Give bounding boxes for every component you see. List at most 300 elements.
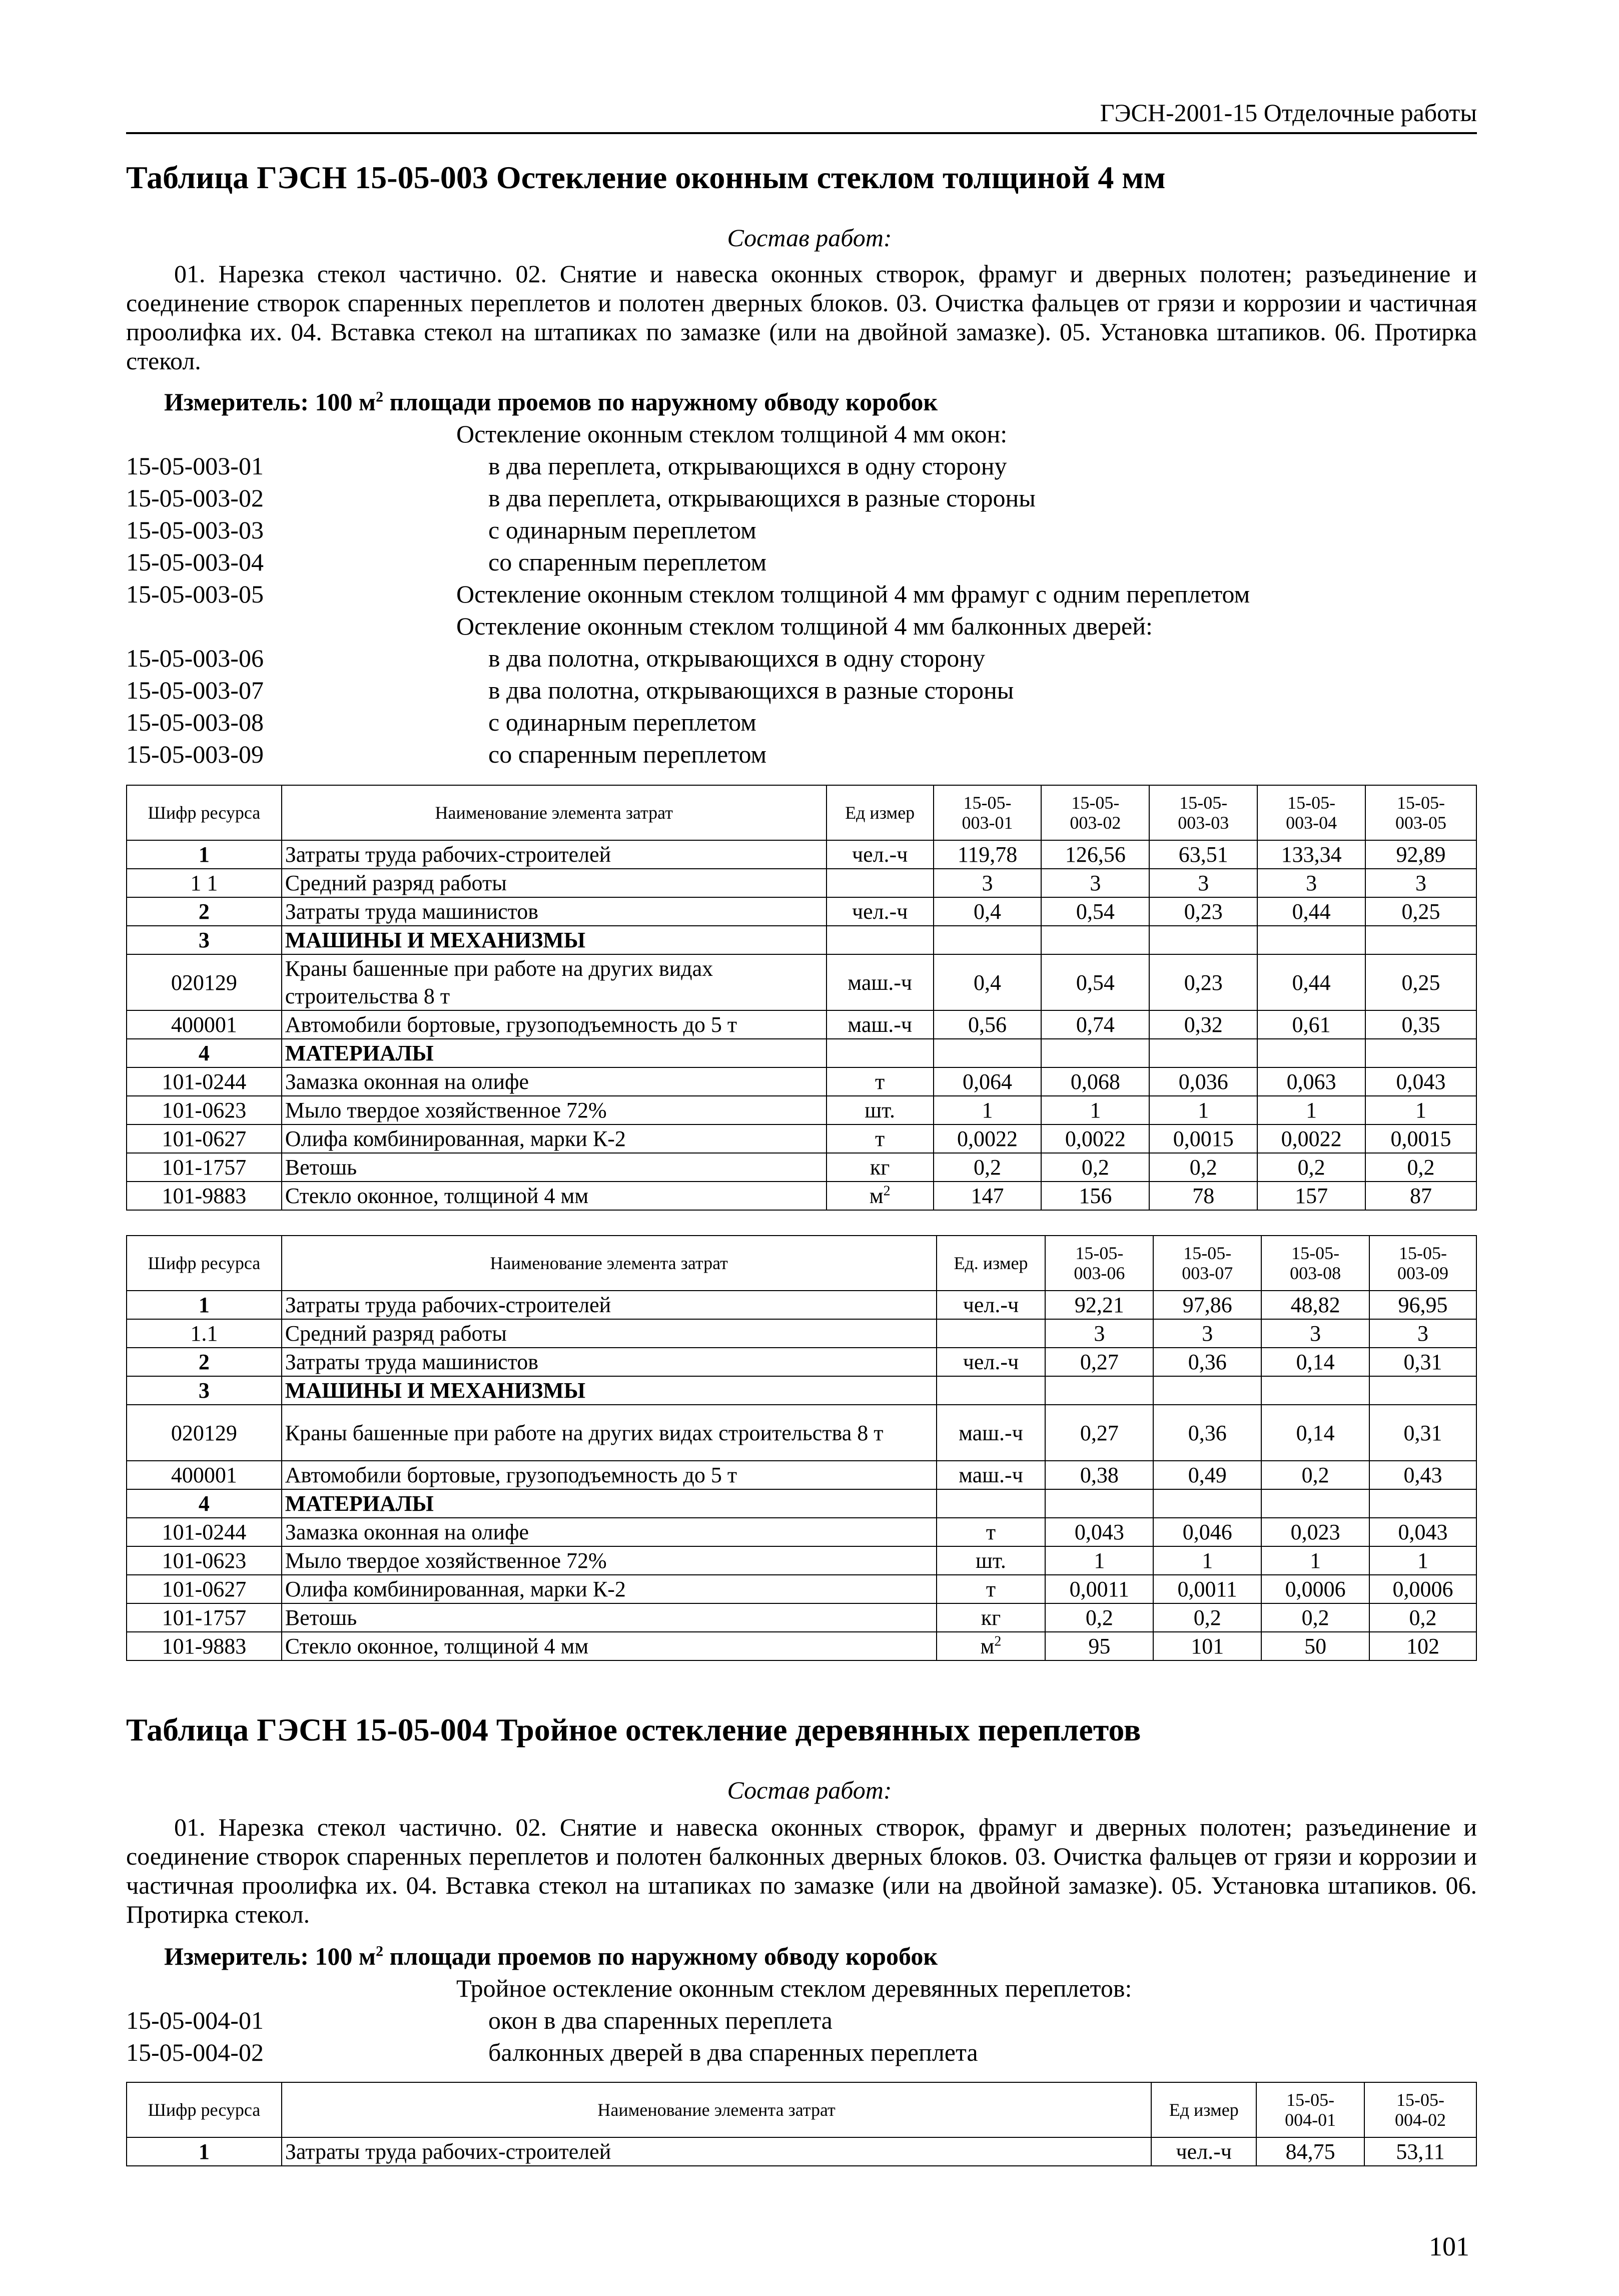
- cost-element-name: Ветошь: [282, 1603, 937, 1632]
- value-cell: 0,046: [1153, 1518, 1261, 1546]
- table-row: [127, 1632, 1476, 1660]
- resource-code: 15-05-003-06: [126, 644, 264, 672]
- code-description: в два переплета, открывающихся в разные стороны: [488, 484, 1036, 512]
- value-cell: 119,78: [934, 840, 1042, 869]
- resource-code-cell: 101-0627: [127, 1124, 282, 1153]
- unit-text: м: [869, 1184, 884, 1208]
- unit-text: кг: [981, 1605, 1001, 1630]
- resource-code: 15-05-003-08: [126, 708, 264, 736]
- value-cell: [934, 1039, 1042, 1067]
- cost-element-name: Олифа комбинированная, марки К-2: [282, 1575, 937, 1603]
- value-cell: [1041, 1039, 1149, 1067]
- value-cell: 0,25: [1365, 954, 1476, 1010]
- table-row: [127, 1461, 1476, 1489]
- column-header: 15-05- 003-07: [1153, 1236, 1261, 1291]
- unit-text: маш.-ч: [959, 1463, 1023, 1487]
- value-cell: 0,61: [1257, 1010, 1365, 1039]
- table-row: [127, 897, 1476, 926]
- value-cell: 84,75: [1256, 2137, 1364, 2166]
- table-row: [127, 1067, 1476, 1096]
- table-header-row: [127, 1236, 1476, 1291]
- value-cell: 102: [1369, 1632, 1476, 1660]
- cost-element-name: Затраты труда машинистов: [282, 897, 827, 926]
- unit-text: маш.-ч: [959, 1420, 1023, 1445]
- unit-text: чел.-ч: [963, 1293, 1019, 1317]
- column-header: Шифр ресурса: [127, 2082, 282, 2137]
- value-cell: 0,31: [1369, 1348, 1476, 1376]
- value-cell: 0,2: [934, 1153, 1042, 1182]
- value-cell: 0,0015: [1149, 1124, 1257, 1153]
- resource-code: 15-05-003-02: [126, 484, 264, 512]
- column-header: 15-05- 004-01: [1256, 2082, 1364, 2137]
- value-cell: 0,0022: [1041, 1124, 1149, 1153]
- value-cell: [1365, 926, 1476, 954]
- resource-code-cell: 2: [127, 897, 282, 926]
- value-cell: 0,0015: [1365, 1124, 1476, 1153]
- value-cell: 0,2: [1149, 1153, 1257, 1182]
- table-row: [127, 1575, 1476, 1603]
- code-list-2: [126, 1974, 1477, 2070]
- unit-cell: [937, 1518, 1046, 1546]
- value-cell: 50: [1261, 1632, 1369, 1660]
- table-header-row: [127, 785, 1476, 840]
- value-cell: 1: [1365, 1096, 1476, 1124]
- code-row: [126, 2006, 1477, 2038]
- value-cell: 3: [1149, 869, 1257, 897]
- measure-text: 100 $м^2$ площади проемов по наружному обводу коробок: [315, 388, 938, 416]
- code-row: [126, 419, 1477, 451]
- value-cell: 0,2: [1369, 1603, 1476, 1632]
- value-cell: 147: [934, 1182, 1042, 1210]
- code-description: Остекление оконным стеклом толщиной 4 мм фрамуг с одним переплетом: [456, 580, 1250, 608]
- code-row: [126, 580, 1477, 612]
- measure-label-2: Измеритель:: [164, 1942, 309, 1970]
- value-cell: 0,036: [1149, 1067, 1257, 1096]
- value-cell: [1041, 926, 1149, 954]
- value-cell: 0,14: [1261, 1348, 1369, 1376]
- table-row: [127, 1124, 1476, 1153]
- page-number: 101: [1429, 2231, 1469, 2261]
- resource-code-cell: 101-0623: [127, 1096, 282, 1124]
- resource-code-cell: 1.1: [127, 1319, 282, 1348]
- value-cell: [1365, 1039, 1476, 1067]
- value-cell: 1: [1369, 1546, 1476, 1575]
- unit-text: т: [875, 1126, 885, 1151]
- cost-element-name: Олифа комбинированная, марки К-2: [282, 1124, 827, 1153]
- code-row: [126, 2038, 1477, 2070]
- value-cell: [1149, 926, 1257, 954]
- value-cell: 0,54: [1041, 897, 1149, 926]
- value-cell: 0,25: [1365, 897, 1476, 926]
- value-cell: 0,064: [934, 1067, 1042, 1096]
- value-cell: 78: [1149, 1182, 1257, 1210]
- value-cell: 63,51: [1149, 840, 1257, 869]
- work-description: 01. Нарезка стекол частично. 02. Снятие и навеска оконных створок, фрамуг и дверных полотен; разъединение и соединение створок спаренных переплетов и полотен дверных блоков. 03. Очистка фальцев от грязи и коррозии и частичная проолифка их. 04. Вставка стекол на штапиках по замазке (или на двойной замазке). 05. Установка штапиков. 06. Протирка стекол.: [126, 260, 1477, 375]
- value-cell: 3: [1153, 1319, 1261, 1348]
- cost-element-name: Средний разряд работы: [282, 1319, 937, 1348]
- table-row: [127, 2137, 1476, 2166]
- value-cell: 0,38: [1045, 1461, 1153, 1489]
- cost-element-name: МАШИНЫ И МЕХАНИЗМЫ: [282, 926, 827, 954]
- table-row: [127, 1291, 1476, 1319]
- code-list: [126, 419, 1477, 772]
- cost-element-name: Затраты труда рабочих-строителей: [282, 840, 827, 869]
- code-description: в два переплета, открывающихся в одну сторону: [488, 452, 1007, 480]
- unit-cell: [937, 1348, 1046, 1376]
- table-row: [127, 1182, 1476, 1210]
- value-cell: 0,068: [1041, 1067, 1149, 1096]
- value-cell: 0,2: [1261, 1603, 1369, 1632]
- value-cell: [1153, 1376, 1261, 1405]
- cost-element-name: Мыло твердое хозяйственное 72%: [282, 1096, 827, 1124]
- unit-cell: [937, 1632, 1046, 1660]
- unit-text: чел.-ч: [1176, 2139, 1232, 2164]
- value-cell: 3: [934, 869, 1042, 897]
- code-description: с одинарным переплетом: [488, 708, 756, 736]
- resource-code-cell: 3: [127, 1376, 282, 1405]
- code-row: [126, 1974, 1477, 2006]
- unit-cell: [937, 1319, 1046, 1348]
- value-cell: 0,2: [1041, 1153, 1149, 1182]
- value-cell: [1369, 1376, 1476, 1405]
- cost-element-name: Замазка оконная на олифе: [282, 1067, 827, 1096]
- unit-cell: [827, 840, 934, 869]
- resource-code: 15-05-003-09: [126, 740, 264, 768]
- value-cell: 95: [1045, 1632, 1153, 1660]
- value-cell: [1045, 1376, 1153, 1405]
- value-cell: 0,0006: [1261, 1575, 1369, 1603]
- code-row: [126, 451, 1477, 483]
- value-cell: 92,89: [1365, 840, 1476, 869]
- value-cell: 0,23: [1149, 897, 1257, 926]
- value-cell: 1: [1153, 1546, 1261, 1575]
- column-header: 15-05- 003-09: [1369, 1236, 1476, 1291]
- resource-table-a: [126, 785, 1477, 1211]
- value-cell: [1257, 926, 1365, 954]
- table-row: [127, 1546, 1476, 1575]
- value-cell: 0,0022: [934, 1124, 1042, 1153]
- value-cell: 0,32: [1149, 1010, 1257, 1039]
- value-cell: 1: [1149, 1096, 1257, 1124]
- value-cell: 0,4: [934, 897, 1042, 926]
- code-row: [126, 515, 1477, 547]
- value-cell: 1: [1261, 1546, 1369, 1575]
- value-cell: 0,043: [1369, 1518, 1476, 1546]
- column-header: 15-05- 003-08: [1261, 1236, 1369, 1291]
- value-cell: [1261, 1489, 1369, 1518]
- code-description: Остекление оконным стеклом толщиной 4 мм окон:: [456, 420, 1008, 448]
- column-header: Ед измер: [1151, 2082, 1256, 2137]
- cost-element-name: Замазка оконная на олифе: [282, 1518, 937, 1546]
- value-cell: 0,74: [1041, 1010, 1149, 1039]
- code-description: Остекление оконным стеклом толщиной 4 мм балконных дверей:: [456, 612, 1153, 640]
- resource-code-cell: 4: [127, 1039, 282, 1067]
- unit-cell: [1151, 2137, 1256, 2166]
- table-row: [127, 1518, 1476, 1546]
- table-row: [127, 1153, 1476, 1182]
- value-cell: 0,2: [1045, 1603, 1153, 1632]
- column-header: 15-05- 003-01: [934, 785, 1042, 840]
- value-cell: 0,0006: [1369, 1575, 1476, 1603]
- table-row: [127, 1603, 1476, 1632]
- table-row: [127, 926, 1476, 954]
- value-cell: 126,56: [1041, 840, 1149, 869]
- code-description: в два полотна, открывающихся в разные стороны: [488, 676, 1014, 704]
- code-description: со спаренным переплетом: [488, 740, 767, 768]
- column-header: 15-05- 003-06: [1045, 1236, 1153, 1291]
- code-description: с одинарным переплетом: [488, 516, 756, 544]
- column-header: 15-05- 003-03: [1149, 785, 1257, 840]
- code-description: со спаренным переплетом: [488, 548, 767, 576]
- column-header: Наименование элемента затрат: [282, 785, 827, 840]
- value-cell: 53,11: [1364, 2137, 1476, 2166]
- cost-element-name: Автомобили бортовые, грузоподъемность до 5 т: [282, 1461, 937, 1489]
- resource-code-cell: 101-9883: [127, 1632, 282, 1660]
- unit-cell: [937, 1405, 1046, 1461]
- unit-cell: [937, 1376, 1046, 1405]
- unit-cell: [827, 954, 934, 1010]
- unit-text: маш.-ч: [848, 1012, 913, 1037]
- resource-code: 15-05-003-04: [126, 548, 264, 576]
- value-cell: 0,27: [1045, 1348, 1153, 1376]
- unit-cell: [827, 926, 934, 954]
- value-cell: 0,23: [1149, 954, 1257, 1010]
- resource-code-cell: 4: [127, 1489, 282, 1518]
- resource-code: 15-05-004-02: [126, 2038, 264, 2066]
- value-cell: [1153, 1489, 1261, 1518]
- value-cell: 92,21: [1045, 1291, 1153, 1319]
- value-cell: 0,56: [934, 1010, 1042, 1039]
- value-cell: 48,82: [1261, 1291, 1369, 1319]
- column-header: Ед. измер: [937, 1236, 1046, 1291]
- table-row: [127, 1010, 1476, 1039]
- resource-code: 15-05-003-03: [126, 516, 264, 544]
- column-header: 15-05- 003-04: [1257, 785, 1365, 840]
- value-cell: [934, 926, 1042, 954]
- section-title-15-05-003: Таблица ГЭСН 15-05-003 Остекление оконным стеклом толщиной 4 мм: [126, 160, 1166, 195]
- unit-cell: [937, 1461, 1046, 1489]
- measure-line-2: [164, 1942, 938, 1971]
- section-title-15-05-004: Таблица ГЭСН 15-05-004 Тройное остекление деревянных переплетов: [126, 1712, 1141, 1748]
- unit-cell: [937, 1603, 1046, 1632]
- unit-cell: [937, 1291, 1046, 1319]
- table-row: [127, 1376, 1476, 1405]
- value-cell: 0,0011: [1153, 1575, 1261, 1603]
- code-row: [126, 644, 1477, 676]
- unit-text: м: [980, 1634, 995, 1658]
- resource-code-cell: 400001: [127, 1010, 282, 1039]
- unit-text: чел.-ч: [963, 1350, 1019, 1374]
- value-cell: 3: [1365, 869, 1476, 897]
- unit-cell: [937, 1575, 1046, 1603]
- table-header-row: [127, 2082, 1476, 2137]
- value-cell: 1: [1041, 1096, 1149, 1124]
- cost-element-name: Стекло оконное, толщиной 4 мм: [282, 1182, 827, 1210]
- value-cell: 3: [1045, 1319, 1153, 1348]
- value-cell: 87: [1365, 1182, 1476, 1210]
- value-cell: 0,2: [1365, 1153, 1476, 1182]
- unit-superscript: 2: [883, 1183, 891, 1199]
- value-cell: 3: [1261, 1319, 1369, 1348]
- unit-cell: [827, 1182, 934, 1210]
- unit-cell: [827, 1153, 934, 1182]
- resource-code-cell: 400001: [127, 1461, 282, 1489]
- code-row: [126, 547, 1477, 580]
- value-cell: 96,95: [1369, 1291, 1476, 1319]
- cost-element-name: Средний разряд работы: [282, 869, 827, 897]
- resource-code-cell: 101-0244: [127, 1067, 282, 1096]
- unit-text: т: [986, 1577, 996, 1601]
- value-cell: 0,063: [1257, 1067, 1365, 1096]
- unit-cell: [827, 1067, 934, 1096]
- cost-element-name: Затраты труда рабочих-строителей: [282, 1291, 937, 1319]
- table-row: [127, 1096, 1476, 1124]
- value-cell: [1261, 1376, 1369, 1405]
- resource-code-cell: 020129: [127, 954, 282, 1010]
- resource-code-cell: 101-0627: [127, 1575, 282, 1603]
- table-row: [127, 1348, 1476, 1376]
- cost-element-name: Затраты труда машинистов: [282, 1348, 937, 1376]
- table-row: [127, 869, 1476, 897]
- resource-table-c: [126, 2082, 1477, 2166]
- value-cell: 0,31: [1369, 1405, 1476, 1461]
- column-header: Шифр ресурса: [127, 1236, 282, 1291]
- resource-code-cell: 1 1: [127, 869, 282, 897]
- cost-element-name: Ветошь: [282, 1153, 827, 1182]
- resource-table-b: [126, 1235, 1477, 1661]
- unit-text: маш.-ч: [848, 970, 913, 995]
- table-row: [127, 1405, 1476, 1461]
- unit-cell: [937, 1489, 1046, 1518]
- value-cell: 0,54: [1041, 954, 1149, 1010]
- code-row: [126, 740, 1477, 772]
- cost-element-name: МАТЕРИАЛЫ: [282, 1489, 937, 1518]
- cost-element-name: Краны башенные при работе на других видах строительства 8 т: [282, 1405, 937, 1461]
- unit-cell: [827, 869, 934, 897]
- value-cell: 0,2: [1261, 1461, 1369, 1489]
- value-cell: 0,0011: [1045, 1575, 1153, 1603]
- cost-element-name: МАТЕРИАЛЫ: [282, 1039, 827, 1067]
- column-header: 15-05- 004-02: [1364, 2082, 1476, 2137]
- code-row: [126, 708, 1477, 740]
- resource-code: 15-05-004-01: [126, 2006, 264, 2034]
- value-cell: 0,023: [1261, 1518, 1369, 1546]
- unit-cell: [827, 1010, 934, 1039]
- unit-text: т: [986, 1520, 996, 1544]
- unit-text: кг: [870, 1155, 890, 1180]
- table-row: [127, 1489, 1476, 1518]
- unit-cell: [827, 897, 934, 926]
- column-header: Шифр ресурса: [127, 785, 282, 840]
- table-row: [127, 954, 1476, 1010]
- resource-code-cell: 101-0623: [127, 1546, 282, 1575]
- running-header: ГЭСН-2001-15 Отделочные работы: [1100, 99, 1477, 127]
- value-cell: 0,44: [1257, 897, 1365, 926]
- resource-code-cell: 3: [127, 926, 282, 954]
- resource-code: 15-05-003-07: [126, 676, 264, 704]
- code-row: [126, 676, 1477, 708]
- table-row: [127, 1319, 1476, 1348]
- column-header: Наименование элемента затрат: [282, 1236, 937, 1291]
- table-row: [127, 840, 1476, 869]
- column-header: Наименование элемента затрат: [282, 2082, 1151, 2137]
- cost-element-name: МАШИНЫ И МЕХАНИЗМЫ: [282, 1376, 937, 1405]
- resource-code-cell: 2: [127, 1348, 282, 1376]
- value-cell: 97,86: [1153, 1291, 1261, 1319]
- value-cell: 0,0022: [1257, 1124, 1365, 1153]
- resource-code-cell: 101-0244: [127, 1518, 282, 1546]
- value-cell: 0,27: [1045, 1405, 1153, 1461]
- resource-code-cell: 1: [127, 1291, 282, 1319]
- resource-code: 15-05-003-01: [126, 452, 264, 480]
- sostav-label: Состав работ:: [727, 224, 892, 252]
- unit-text: чел.-ч: [852, 842, 908, 867]
- column-header: 15-05- 003-02: [1041, 785, 1149, 840]
- code-description: окон в два спаренных переплета: [488, 2006, 833, 2034]
- code-row: [126, 483, 1477, 515]
- value-cell: 0,36: [1153, 1405, 1261, 1461]
- value-cell: 133,34: [1257, 840, 1365, 869]
- value-cell: 0,35: [1365, 1010, 1476, 1039]
- value-cell: 1: [934, 1096, 1042, 1124]
- value-cell: 0,2: [1257, 1153, 1365, 1182]
- resource-code-cell: 101-9883: [127, 1182, 282, 1210]
- value-cell: 3: [1041, 869, 1149, 897]
- work-description-2: 01. Нарезка стекол частично. 02. Снятие и навеска оконных створок, фрамуг и дверных полотен; разъединение и соединение створок спаренных переплетов и полотен балконных дверных блоков. 03. Очистка фальцев от грязи и коррозии и частичная проолифка их. 04. Вставка стекол на штапиках по замазке (или на двойной замазке). 05. Установка штапиков. 06. Протирка стекол.: [126, 1813, 1477, 1928]
- value-cell: 0,49: [1153, 1461, 1261, 1489]
- code-description: в два полотна, открывающихся в одну сторону: [488, 644, 985, 672]
- value-cell: 0,36: [1153, 1348, 1261, 1376]
- unit-cell: [827, 1124, 934, 1153]
- value-cell: [1045, 1489, 1153, 1518]
- resource-code: 15-05-003-05: [126, 580, 264, 608]
- value-cell: [1149, 1039, 1257, 1067]
- unit-cell: [827, 1039, 934, 1067]
- value-cell: 0,44: [1257, 954, 1365, 1010]
- unit-cell: [827, 1096, 934, 1124]
- value-cell: 1: [1257, 1096, 1365, 1124]
- value-cell: 156: [1041, 1182, 1149, 1210]
- value-cell: 3: [1257, 869, 1365, 897]
- value-cell: 1: [1045, 1546, 1153, 1575]
- unit-cell: [937, 1546, 1046, 1575]
- unit-superscript: 2: [994, 1633, 1002, 1649]
- code-description: балконных дверей в два спаренных переплета: [488, 2038, 978, 2066]
- code-description: Тройное остекление оконным стеклом деревянных переплетов:: [456, 1974, 1132, 2002]
- resource-code-cell: 1: [127, 2137, 282, 2166]
- column-header: 15-05- 003-05: [1365, 785, 1476, 840]
- unit-text: шт.: [865, 1098, 896, 1122]
- value-cell: 0,043: [1045, 1518, 1153, 1546]
- resource-code-cell: 101-1757: [127, 1603, 282, 1632]
- value-cell: 0,043: [1365, 1067, 1476, 1096]
- unit-text: чел.-ч: [852, 899, 908, 924]
- column-header: Ед измер: [827, 785, 934, 840]
- code-row: [126, 612, 1477, 644]
- measure-text-2: 100 $м^2$ площади проемов по наружному обводу коробок: [315, 1942, 938, 1970]
- value-cell: 0,14: [1261, 1405, 1369, 1461]
- cost-element-name: Автомобили бортовые, грузоподъемность до 5 т: [282, 1010, 827, 1039]
- unit-text: т: [875, 1069, 885, 1094]
- measure-label: Измеритель:: [164, 388, 309, 416]
- value-cell: 0,2: [1153, 1603, 1261, 1632]
- value-cell: 157: [1257, 1182, 1365, 1210]
- cost-element-name: Стекло оконное, толщиной 4 мм: [282, 1632, 937, 1660]
- cost-element-name: Краны башенные при работе на других видах строительства 8 т: [282, 954, 827, 1010]
- value-cell: [1369, 1489, 1476, 1518]
- value-cell: [1257, 1039, 1365, 1067]
- cost-element-name: Затраты труда рабочих-строителей: [282, 2137, 1151, 2166]
